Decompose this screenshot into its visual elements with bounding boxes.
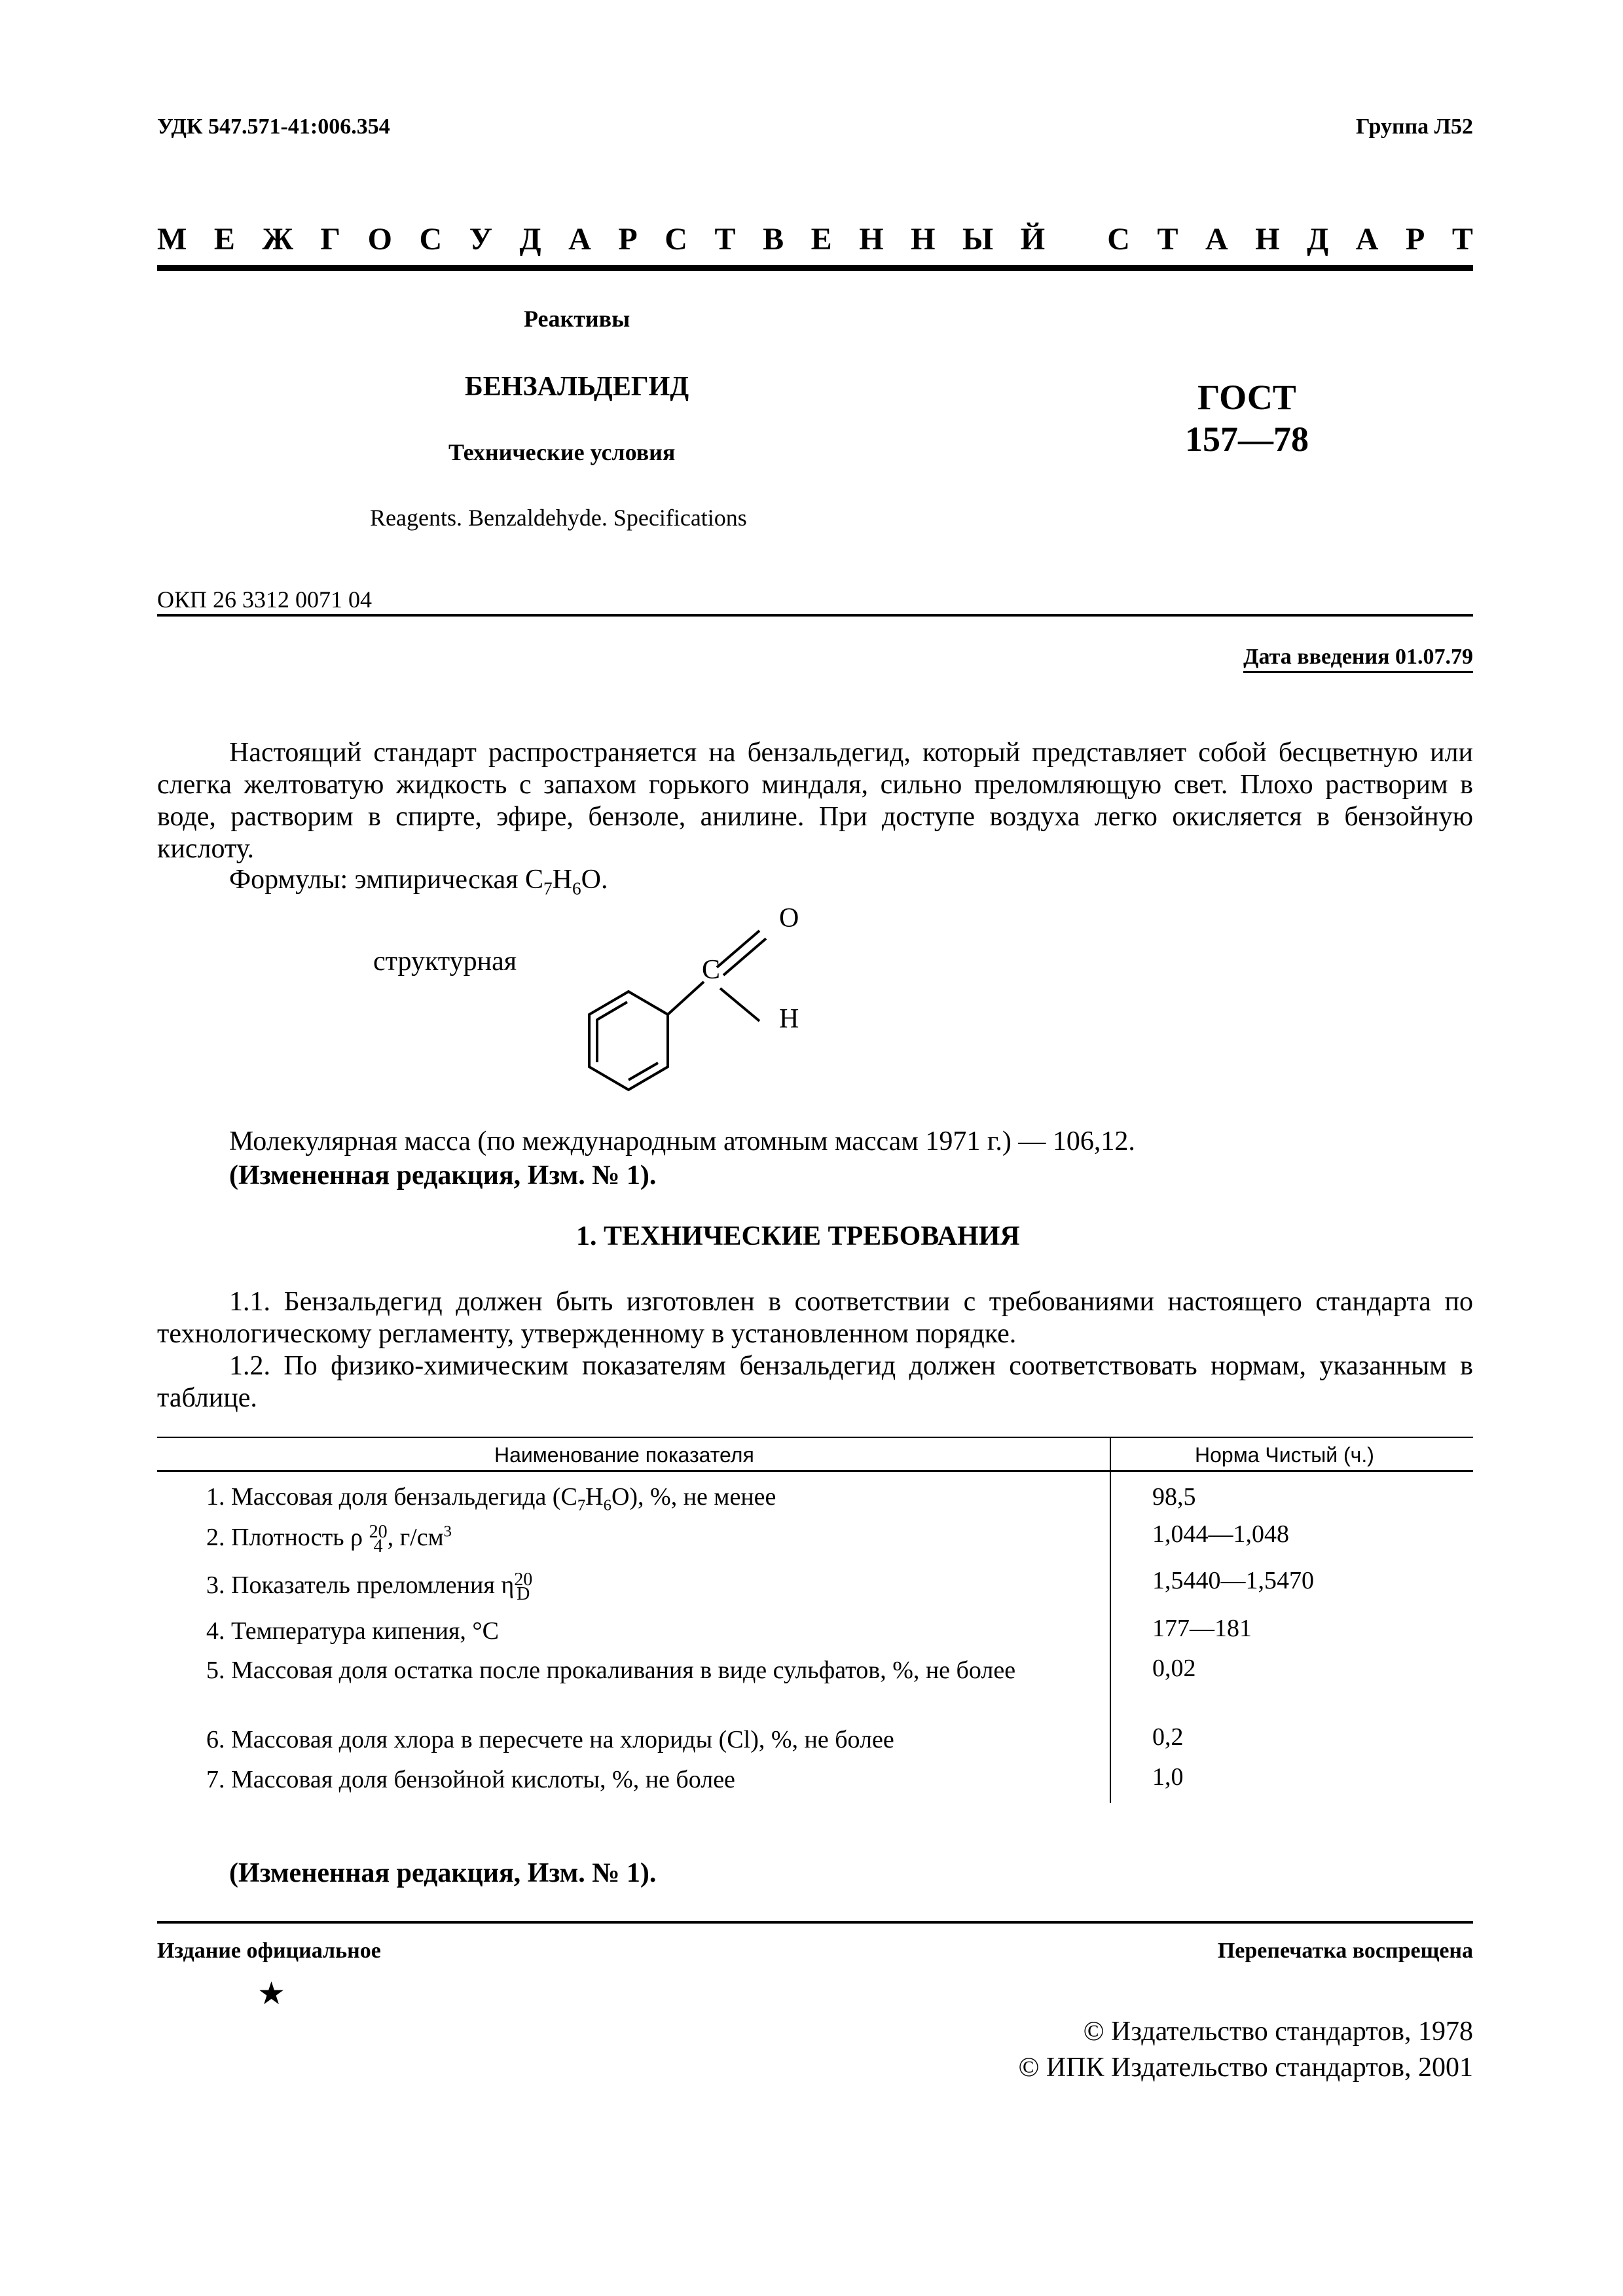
table-row-value: 0,02 [1152,1655,1196,1682]
table-column-divider [1110,1437,1111,1803]
table-row-name: 7. Массовая доля бензойной кислоты, %, не более [206,1766,735,1793]
banner-letter: А [1205,222,1228,257]
row-2-text: 2. Плотность ρ [206,1524,369,1551]
banner-letter: Г [320,222,341,257]
formula-o: O. [581,865,608,895]
row-2-ref: 4 [373,1536,383,1557]
udk-code: УДК 547.571-41:006.354 [157,115,390,139]
intro-text: Настоящий стандарт распространяется на бензальдегид, который представляет собой бесцветную или слегка желтоватую жидкость с запахом горького миндаля, сильно преломляющую свет. Плохо растворим в воде, растворим в спирте, эфире, бензоле, анилине. При доступе воздуха легко окисляется в бензойную кислоту. [157,738,1473,864]
row-3-line: D [517,1584,530,1605]
banner-letter: У [469,222,492,257]
row-3-text: 3. Показатель преломления η [206,1571,515,1599]
section-heading: 1. ТЕХНИЧЕСКИЕ ТРЕБОВАНИЯ [576,1221,1020,1251]
english-title: Reagents. Benzaldehyde. Specifications [370,505,747,531]
star-icon: ★ [257,1977,286,2011]
table-row-value: 1,0 [1152,1763,1184,1791]
benzaldehyde-structure [563,890,838,1126]
banner-letter: Ж [262,222,293,257]
carbon-hydrogen-bond [720,988,759,1021]
introduction-date: Дата введения 01.07.79 [1243,645,1473,673]
copyright-2001: © ИПК Издательство стандартов, 2001 [1018,2053,1473,2083]
table-row-name [167,1522,1103,1557]
gost-number: 157—78 [1185,420,1309,459]
reprint-prohibited: Перепечатка воспрещена [1217,1939,1473,1963]
banner-letter: О [367,222,392,257]
banner-letter: А [568,222,591,257]
formula-c-count: 7 [543,878,553,899]
table-row-name: 5. Массовая доля остатка после прокаливания в виде сульфатов, %, не более [206,1657,1016,1684]
banner-letter: Т [1157,222,1178,257]
formula-prefix: Формулы: эмпирическая C [229,865,543,895]
banner-letter: Е [811,222,832,257]
benzene-ring [589,992,668,1090]
section-paragraphs [157,1286,1473,1414]
structural-label: структурная [373,946,517,977]
banner-letter: Т [714,222,736,257]
table-top-rule [157,1437,1473,1438]
row-1-text: 1. Массовая доля бензальдегида (C [206,1483,577,1511]
banner-letter: Й [1020,222,1046,257]
banner-rule [157,265,1473,271]
row-3-temp: 20 [514,1570,533,1590]
row-1-sub-c: 7 [577,1496,586,1515]
banner-letter: Д [1307,222,1329,257]
banner-letter: С [665,222,687,257]
atom-oxygen: O [779,903,799,933]
table-row-value: 177—181 [1152,1615,1252,1642]
table-row-value: 1,5440—1,5470 [1152,1567,1314,1594]
row-2-unit: , г/см [387,1524,444,1551]
clause-1-1: 1.1. Бензальдегид должен быть изготовлен в соответствии с требованиями настоящего стандарта по технологическому регламенту, утвержденному в установленном порядке. [157,1287,1473,1349]
table-row-name: 4. Температура кипения, °C [206,1617,499,1645]
footer-rule [157,1921,1473,1924]
banner-letter: Н [1255,222,1280,257]
atom-carbon: C [702,955,721,985]
molar-mass: Молекулярная масса (по международным атомным массам 1971 г.) — 106,12. [229,1126,1135,1157]
document-name: БЕНЗАЛЬДЕГИД [465,372,689,402]
table-row-name [167,1570,1103,1605]
table-row-name [167,1482,1103,1515]
column-header-norm: Норма Чистый (ч.) [1195,1443,1374,1467]
ring-to-carbon-bond [668,982,704,1014]
copyright-1978: © Издательство стандартов, 1978 [1083,2017,1473,2047]
table-row-name: 6. Массовая доля хлора в пересчете на хлориды (Cl), %, не более [206,1726,894,1753]
standard-banner [157,221,1473,257]
banner-letter: Ы [962,222,994,257]
banner-letter: С [1107,222,1130,257]
intro-paragraph [157,737,1473,865]
category-title: Реактивы [524,306,630,332]
okp-rule [157,614,1473,617]
table-header-rule [157,1470,1473,1472]
group-code: Группа Л52 [1356,115,1473,139]
banner-letter: Р [618,222,638,257]
official-edition: Издание официальное [157,1939,381,1963]
gost-block [1185,376,1309,460]
table-row-value: 98,5 [1152,1483,1196,1511]
banner-letter: Н [859,222,884,257]
banner-letter: Р [1405,222,1425,257]
banner-gap [1072,221,1080,257]
banner-letter: Д [519,222,541,257]
empirical-formula [229,864,608,899]
clause-1-2: 1.2. По физико-химическим показателям бензальдегид должен соответствовать нормам, указанным в таблице. [157,1351,1473,1413]
banner-letter: Е [213,222,235,257]
banner-letter: Т [1451,222,1473,257]
banner-letter: М [157,222,187,257]
revision-note: (Измененная редакция, Изм. № 1). [229,1160,657,1191]
row-2-unit-power: 3 [443,1522,452,1541]
table-revision-note: (Измененная редакция, Изм. № 1). [229,1858,657,1888]
table-row-value: 1,044—1,048 [1152,1520,1289,1548]
formula-h: H [552,865,572,895]
row-1-tail: O), %, не менее [611,1483,776,1511]
atom-hydrogen: H [779,1004,799,1034]
okp-code: ОКП 26 3312 0071 04 [157,586,373,613]
column-header-name: Наименование показателя [494,1443,754,1467]
formula-h-count: 6 [572,878,581,899]
banner-letter: А [1355,222,1379,257]
row-1-sub-h: 6 [603,1496,611,1515]
row-1-h: H [585,1483,604,1511]
gost-label: ГОСТ [1197,378,1296,417]
document-subtitle: Технические условия [448,439,676,465]
row-2-temp: 20 [369,1522,388,1543]
banner-letter: В [763,222,784,257]
table-row-value: 0,2 [1152,1723,1184,1751]
banner-letter: Н [911,222,936,257]
banner-letter: С [419,222,443,257]
